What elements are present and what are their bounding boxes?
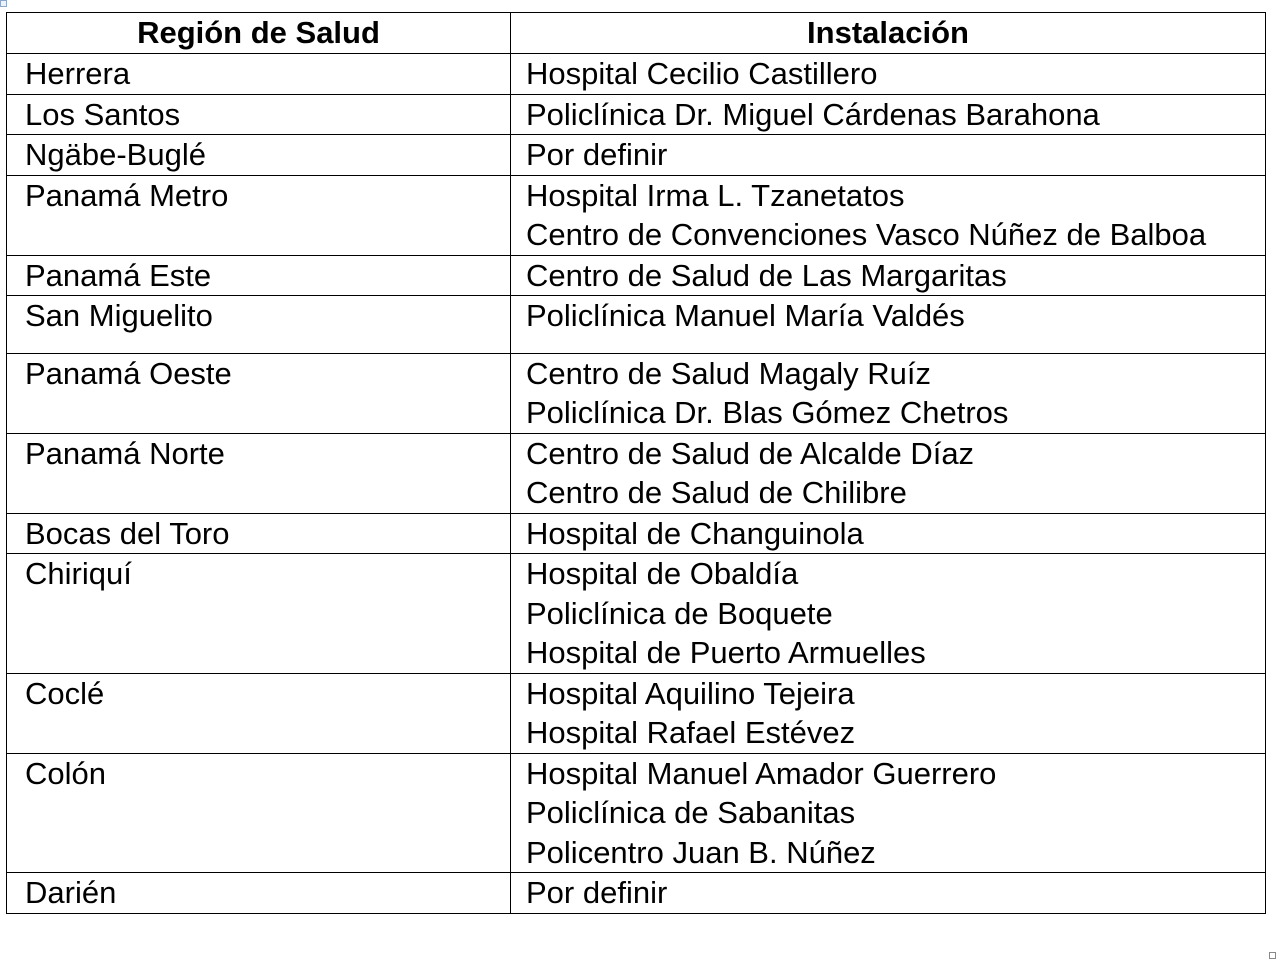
table-header-row xyxy=(7,13,1266,54)
facility-cell xyxy=(511,296,1266,354)
facility-name: Hospital Irma L. Tzanetatos xyxy=(526,177,905,213)
facility-cell xyxy=(511,673,1266,753)
table-row xyxy=(7,433,1266,513)
facility-name: Hospital de Changuinola xyxy=(526,515,864,551)
table-row xyxy=(7,175,1266,255)
region-cell: Herrera xyxy=(7,54,511,95)
facility-name: Por definir xyxy=(526,875,668,910)
facility-cell xyxy=(511,54,1266,95)
facility-cell xyxy=(511,135,1266,176)
region-cell: Colón xyxy=(7,753,511,873)
facility-name: Hospital Aquilino Tejeira xyxy=(526,675,855,711)
region-cell: Bocas del Toro xyxy=(7,513,511,554)
facility-name: Centro de Salud de Las Margaritas xyxy=(526,257,1007,293)
region-cell: Coclé xyxy=(7,673,511,753)
facility-name: Policentro Juan B. Núñez xyxy=(526,834,876,870)
table-row xyxy=(7,353,1266,433)
facility-cell xyxy=(511,753,1266,873)
facility-cell xyxy=(511,554,1266,674)
facility-name: Hospital Manuel Amador Guerrero xyxy=(526,755,997,791)
facility-name: Hospital de Obaldía xyxy=(526,556,799,591)
region-cell: Chiriquí xyxy=(7,554,511,674)
facility-cell xyxy=(511,353,1266,433)
facility-cell xyxy=(511,513,1266,554)
region-cell: San Miguelito xyxy=(7,296,511,354)
facility-name: Centro de Salud Magaly Ruíz xyxy=(526,355,931,391)
facility-name: Policlínica Dr. Miguel Cárdenas Barahona xyxy=(526,96,1100,132)
region-cell: Panamá Metro xyxy=(7,175,511,255)
health-facilities-table xyxy=(6,12,1266,914)
facility-name: Centro de Convenciones Vasco Núñez de Balboa xyxy=(526,217,1207,252)
table-row xyxy=(7,54,1266,95)
facility-name: Hospital Rafael Estévez xyxy=(526,715,856,750)
facility-name: Policlínica Manuel María Valdés xyxy=(526,298,965,333)
facility-name: Centro de Salud de Chilibre xyxy=(526,475,907,510)
table-move-handle[interactable] xyxy=(0,0,7,7)
table-row xyxy=(7,753,1266,873)
facility-name: Policlínica Dr. Blas Gómez Chetros xyxy=(526,395,1009,430)
facility-name: Policlínica de Sabanitas xyxy=(526,795,856,830)
facility-name: Por definir xyxy=(526,137,668,172)
region-cell: Panamá Norte xyxy=(7,433,511,513)
facility-cell xyxy=(511,255,1266,296)
region-cell: Panamá Este xyxy=(7,255,511,296)
facility-name: Hospital de Puerto Armuelles xyxy=(526,635,926,670)
table-row xyxy=(7,94,1266,135)
facility-name: Centro de Salud de Alcalde Díaz xyxy=(526,435,975,471)
region-cell: Ngäbe-Buglé xyxy=(7,135,511,176)
header-region: Región de Salud xyxy=(7,13,511,54)
table-row xyxy=(7,513,1266,554)
facility-name: Policlínica de Boquete xyxy=(526,595,833,631)
region-cell: Darién xyxy=(7,873,511,914)
table-row xyxy=(7,673,1266,753)
facility-cell xyxy=(511,175,1266,255)
table-row xyxy=(7,135,1266,176)
table-resize-handle[interactable] xyxy=(1269,952,1276,959)
facility-cell xyxy=(511,873,1266,914)
table-row xyxy=(7,554,1266,674)
table-row xyxy=(7,873,1266,914)
header-facility: Instalación xyxy=(511,13,1266,54)
table-row xyxy=(7,296,1266,354)
facility-cell xyxy=(511,94,1266,135)
table-row xyxy=(7,255,1266,296)
facility-name: Hospital Cecilio Castillero xyxy=(526,56,878,91)
facility-cell xyxy=(511,433,1266,513)
region-cell: Los Santos xyxy=(7,94,511,135)
region-cell: Panamá Oeste xyxy=(7,353,511,433)
